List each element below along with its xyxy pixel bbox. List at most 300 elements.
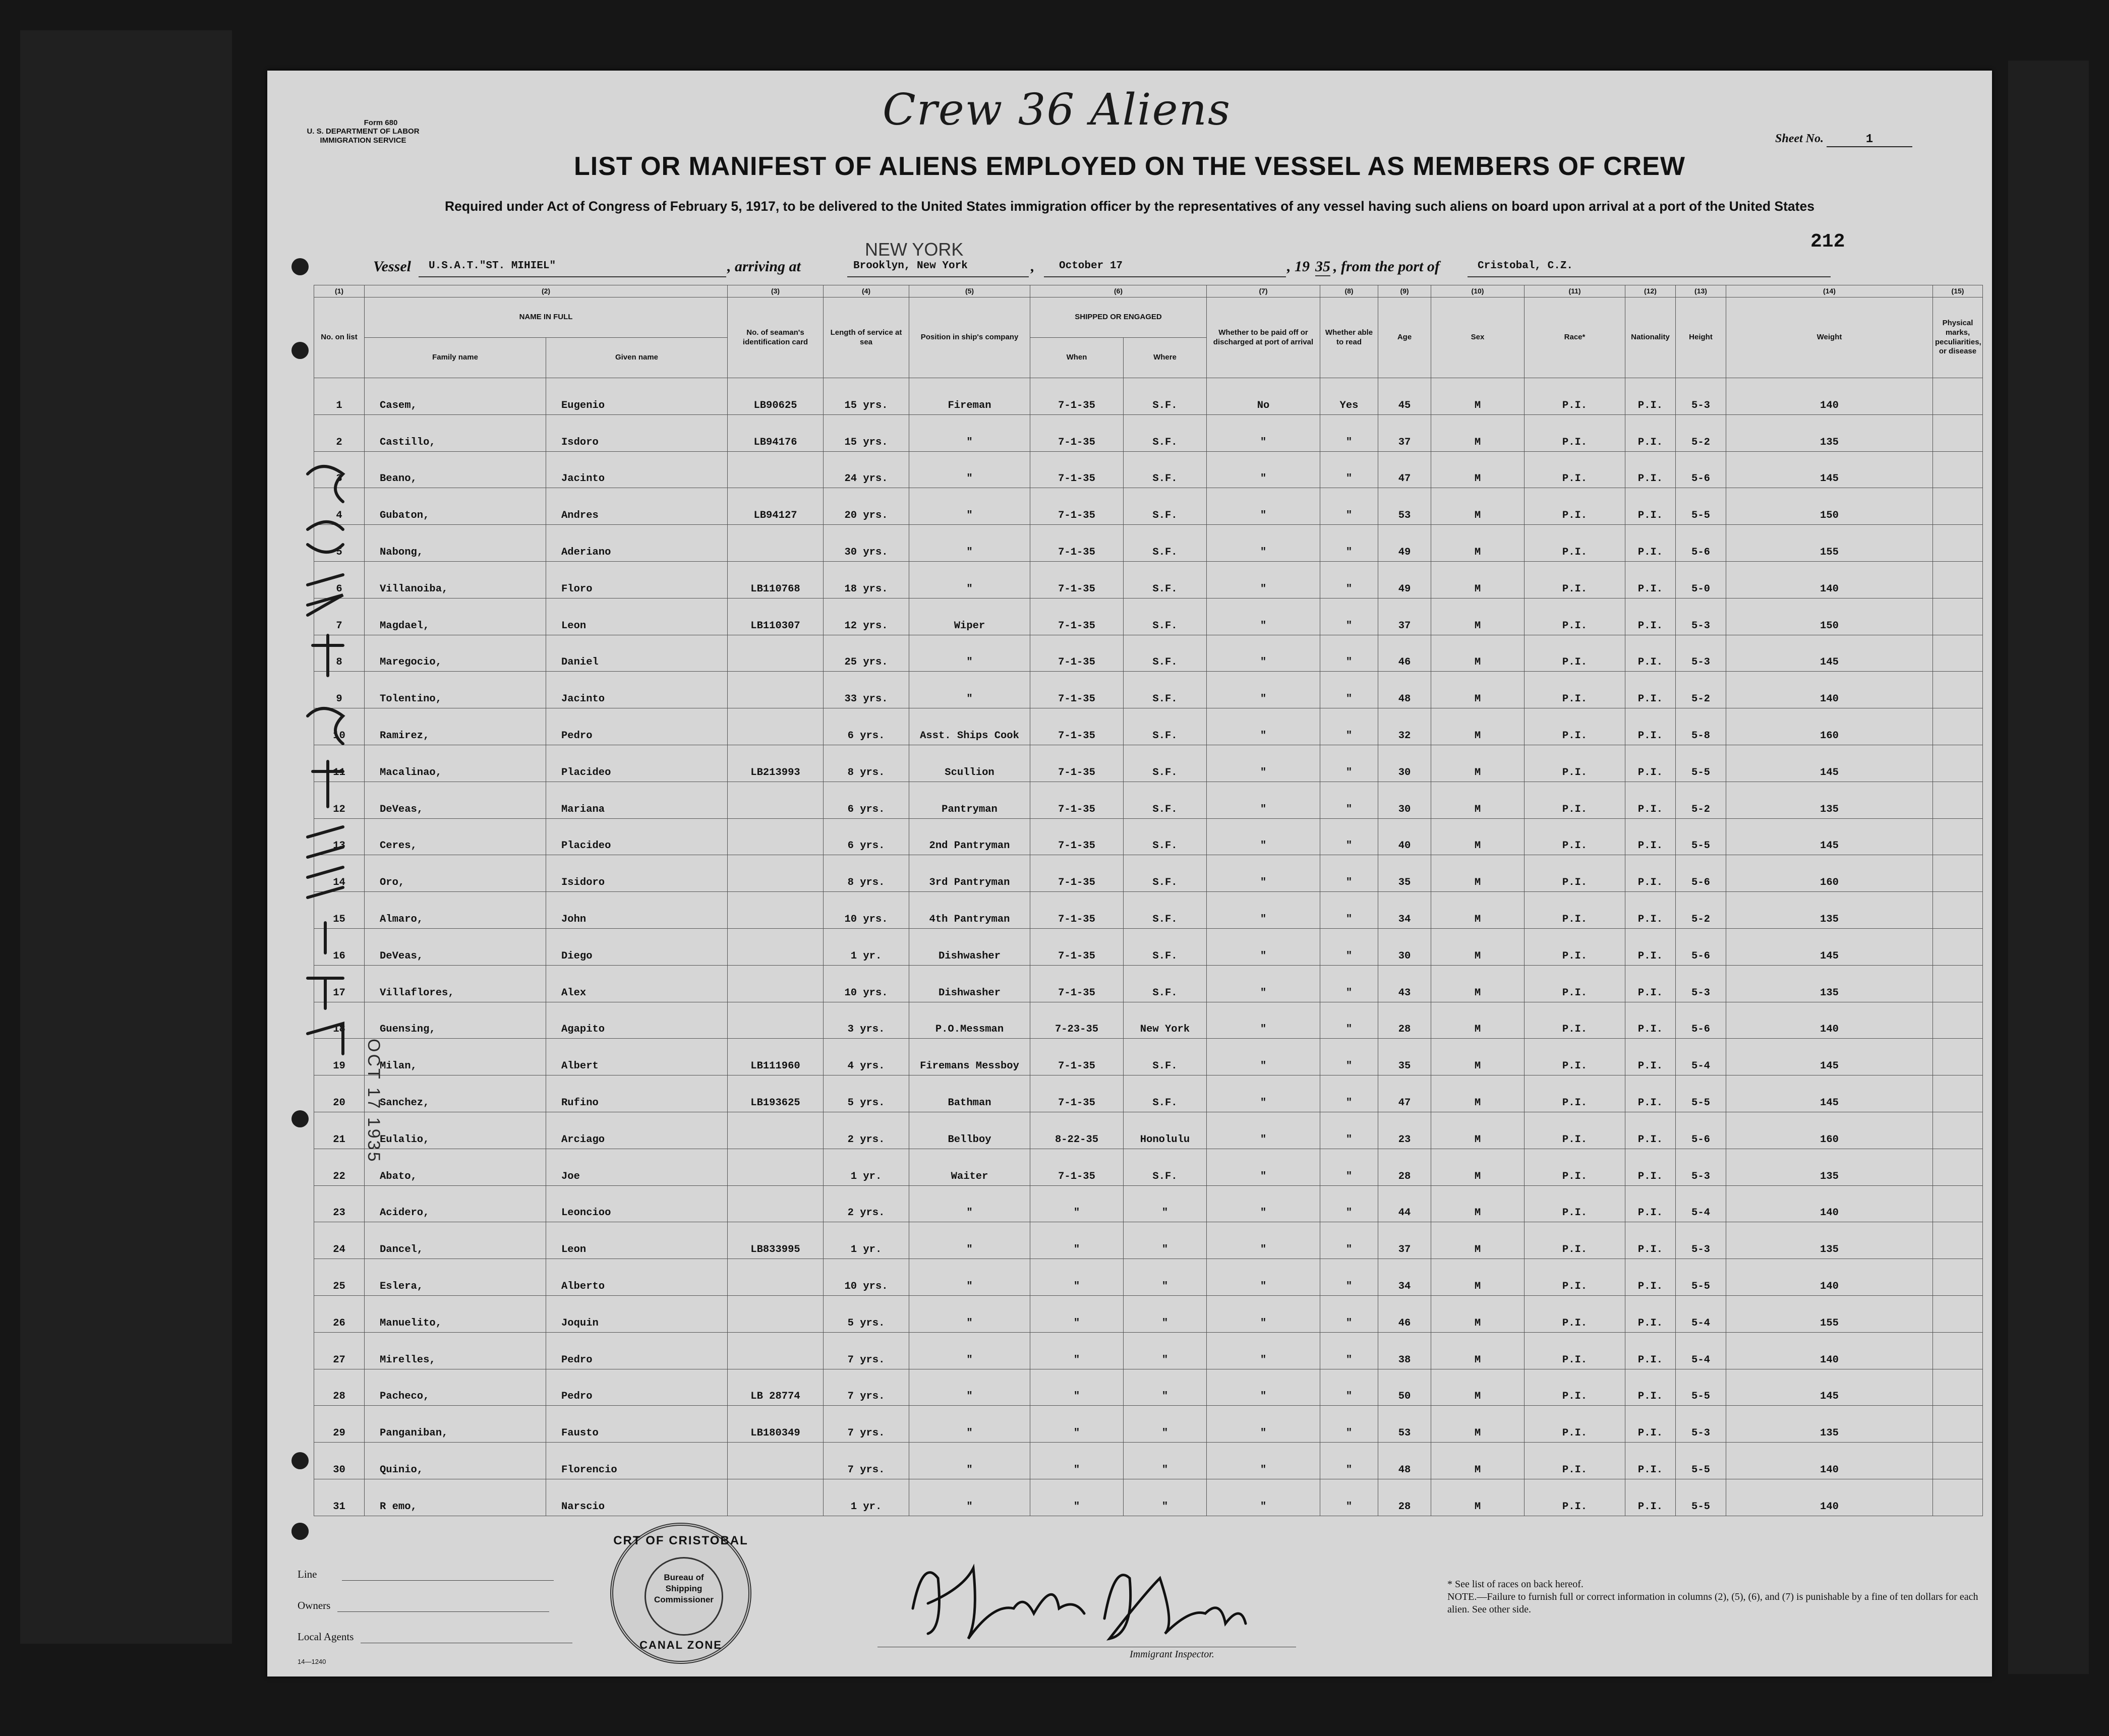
vessel-label: Vessel [373, 258, 411, 275]
physical-marks [1933, 1295, 1983, 1332]
seaman-card-number [728, 1112, 824, 1149]
family-name: Acidero, [365, 1185, 546, 1222]
sex: M [1431, 708, 1525, 745]
col-header-shipped: SHIPPED OR ENGAGED [1030, 297, 1207, 338]
row-number: 22 [314, 1149, 365, 1185]
ship-position: " [909, 561, 1030, 598]
age: 23 [1378, 1112, 1431, 1149]
arriving-stamp: NEW YORK [865, 239, 964, 260]
physical-marks [1933, 892, 1983, 929]
nationality: P.I. [1625, 1149, 1676, 1185]
able-to-read: " [1320, 1259, 1378, 1296]
paid-off: " [1207, 965, 1320, 1002]
nationality: P.I. [1625, 1332, 1676, 1369]
family-name: Nabong, [365, 525, 546, 562]
shipped-when: 7-1-35 [1030, 598, 1124, 635]
age: 48 [1378, 1443, 1431, 1479]
row-number: 12 [314, 782, 365, 818]
family-name: Sanchez, [365, 1075, 546, 1112]
race: P.I. [1525, 1075, 1625, 1112]
table-row [314, 451, 1983, 488]
length-of-service: 15 yrs. [824, 378, 909, 415]
family-name: DeVeas, [365, 928, 546, 965]
height: 5-6 [1676, 1112, 1726, 1149]
ship-position: Waiter [909, 1149, 1030, 1185]
ship-position: Bellboy [909, 1112, 1030, 1149]
height: 5-3 [1676, 635, 1726, 672]
family-name: Quinio, [365, 1443, 546, 1479]
sex: M [1431, 414, 1525, 451]
col-number: (11) [1525, 285, 1625, 297]
weight: 135 [1726, 1222, 1933, 1259]
age: 47 [1378, 451, 1431, 488]
seaman-card-number: LB 28774 [728, 1369, 824, 1406]
ship-position: Firemans Messboy [909, 1039, 1030, 1075]
col-number: (4) [824, 285, 909, 297]
weight: 160 [1726, 1112, 1933, 1149]
physical-marks [1933, 672, 1983, 708]
column-header-row [314, 297, 1983, 338]
shipped-where: S.F. [1124, 708, 1207, 745]
physical-marks [1933, 414, 1983, 451]
paid-off: " [1207, 1259, 1320, 1296]
given-name: Leon [546, 1222, 728, 1259]
seaman-card-number: LB193625 [728, 1075, 824, 1112]
able-to-read: " [1320, 1406, 1378, 1443]
ship-position: Pantryman [909, 782, 1030, 818]
ship-position: 2nd Pantryman [909, 818, 1030, 855]
seaman-card-number: LB111960 [728, 1039, 824, 1075]
table-row [314, 818, 1983, 855]
shipped-where: S.F. [1124, 745, 1207, 782]
length-of-service: 6 yrs. [824, 818, 909, 855]
given-name: Daniel [546, 635, 728, 672]
shipped-when: 7-23-35 [1030, 1002, 1124, 1039]
sex: M [1431, 1443, 1525, 1479]
row-number: 27 [314, 1332, 365, 1369]
seaman-card-number [728, 818, 824, 855]
ship-position: Dishwasher [909, 928, 1030, 965]
weight: 140 [1726, 1479, 1933, 1516]
sex: M [1431, 892, 1525, 929]
table-row [314, 561, 1983, 598]
age: 32 [1378, 708, 1431, 745]
able-to-read: " [1320, 1185, 1378, 1222]
inspector-signature [893, 1548, 1256, 1649]
family-name: Dancel, [365, 1222, 546, 1259]
able-to-read: " [1320, 1112, 1378, 1149]
paid-off: " [1207, 1039, 1320, 1075]
comma-separator: , [1031, 258, 1035, 275]
seaman-card-number [728, 1002, 824, 1039]
table-row [314, 672, 1983, 708]
row-number: 28 [314, 1369, 365, 1406]
col-number: (6) [1030, 285, 1207, 297]
shipped-where: S.F. [1124, 1075, 1207, 1112]
family-name: Mirelles, [365, 1332, 546, 1369]
seaman-card-number [728, 965, 824, 1002]
family-name: Castillo, [365, 414, 546, 451]
col-header-physical: Physical marks, peculiarities, or disease [1933, 297, 1983, 378]
row-number: 7 [314, 598, 365, 635]
physical-marks [1933, 1075, 1983, 1112]
paid-off: " [1207, 1443, 1320, 1479]
nationality: P.I. [1625, 782, 1676, 818]
sex: M [1431, 635, 1525, 672]
table-row [314, 488, 1983, 525]
sex: M [1431, 1002, 1525, 1039]
sex: M [1431, 928, 1525, 965]
weight: 145 [1726, 1075, 1933, 1112]
nationality: P.I. [1625, 561, 1676, 598]
nationality: P.I. [1625, 1479, 1676, 1516]
seaman-card-number [728, 928, 824, 965]
race: P.I. [1525, 1479, 1625, 1516]
length-of-service: 5 yrs. [824, 1295, 909, 1332]
age: 37 [1378, 1222, 1431, 1259]
able-to-read: " [1320, 708, 1378, 745]
family-name: Magdael, [365, 598, 546, 635]
seal-center-text: Bureau of Shipping Commissioner [654, 1573, 714, 1605]
sex: M [1431, 818, 1525, 855]
length-of-service: 24 yrs. [824, 451, 909, 488]
given-name: Jacinto [546, 672, 728, 708]
length-of-service: 5 yrs. [824, 1075, 909, 1112]
height: 5-8 [1676, 708, 1726, 745]
shipped-where: S.F. [1124, 892, 1207, 929]
col-number: (8) [1320, 285, 1378, 297]
ship-position: " [909, 451, 1030, 488]
race: P.I. [1525, 1112, 1625, 1149]
seaman-card-number: LB94176 [728, 414, 824, 451]
shipped-when: 7-1-35 [1030, 1039, 1124, 1075]
row-number: 9 [314, 672, 365, 708]
ship-position: Scullion [909, 745, 1030, 782]
race: P.I. [1525, 965, 1625, 1002]
footnote-penalty: NOTE.—Failure to furnish full or correct information in columns (2), (5), (6), and (7) is punishable by a fine of ten dollars for each alien. See other side. [1447, 1591, 1978, 1615]
shipped-where: S.F. [1124, 1039, 1207, 1075]
shipped-where: " [1124, 1222, 1207, 1259]
height: 5-5 [1676, 488, 1726, 525]
sex: M [1431, 525, 1525, 562]
seaman-card-number [728, 635, 824, 672]
row-number: 11 [314, 745, 365, 782]
family-name: Maregocio, [365, 635, 546, 672]
race: P.I. [1525, 451, 1625, 488]
shipped-where: S.F. [1124, 561, 1207, 598]
race: P.I. [1525, 1295, 1625, 1332]
ship-position: " [909, 1369, 1030, 1406]
ship-position: P.O.Messman [909, 1002, 1030, 1039]
able-to-read: " [1320, 561, 1378, 598]
able-to-read: " [1320, 745, 1378, 782]
paid-off: " [1207, 1185, 1320, 1222]
given-name: Fausto [546, 1406, 728, 1443]
col-header-nationality: Nationality [1625, 297, 1676, 378]
sex: M [1431, 1479, 1525, 1516]
able-to-read: " [1320, 855, 1378, 892]
height: 5-5 [1676, 1259, 1726, 1296]
col-header-seaman-id: No. of seaman's identification card [728, 297, 824, 378]
paid-off: " [1207, 855, 1320, 892]
paid-off: " [1207, 818, 1320, 855]
row-number: 10 [314, 708, 365, 745]
ship-position: 3rd Pantryman [909, 855, 1030, 892]
punch-hole [291, 1110, 309, 1127]
physical-marks [1933, 745, 1983, 782]
sheet-number-label: Sheet No. [1775, 132, 1824, 145]
age: 30 [1378, 745, 1431, 782]
length-of-service: 10 yrs. [824, 892, 909, 929]
length-of-service: 6 yrs. [824, 782, 909, 818]
length-of-service: 8 yrs. [824, 745, 909, 782]
ship-position: " [909, 1406, 1030, 1443]
row-number: 13 [314, 818, 365, 855]
ship-position: " [909, 1332, 1030, 1369]
seaman-card-number [728, 451, 824, 488]
weight: 145 [1726, 818, 1933, 855]
able-to-read: " [1320, 488, 1378, 525]
family-name: Abato, [365, 1149, 546, 1185]
ship-position: Wiper [909, 598, 1030, 635]
sex: M [1431, 965, 1525, 1002]
row-number: 15 [314, 892, 365, 929]
length-of-service: 1 yr. [824, 1222, 909, 1259]
race: P.I. [1525, 1369, 1625, 1406]
col-number: (1) [314, 285, 365, 297]
col-header-age: Age [1378, 297, 1431, 378]
nationality: P.I. [1625, 672, 1676, 708]
shipped-when: " [1030, 1295, 1124, 1332]
table-row [314, 1222, 1983, 1259]
row-number: 21 [314, 1112, 365, 1149]
shipped-where: S.F. [1124, 451, 1207, 488]
crew-manifest-table [314, 285, 1983, 1516]
given-name: Floro [546, 561, 728, 598]
height: 5-6 [1676, 525, 1726, 562]
height: 5-3 [1676, 1406, 1726, 1443]
height: 5-6 [1676, 451, 1726, 488]
shipped-where: Honolulu [1124, 1112, 1207, 1149]
row-number: 23 [314, 1185, 365, 1222]
weight: 140 [1726, 672, 1933, 708]
nationality: P.I. [1625, 598, 1676, 635]
arrival-date: October 17 [1044, 260, 1286, 277]
table-row [314, 892, 1983, 929]
sex: M [1431, 745, 1525, 782]
age: 28 [1378, 1002, 1431, 1039]
family-name: Ramirez, [365, 708, 546, 745]
age: 30 [1378, 928, 1431, 965]
weight: 145 [1726, 928, 1933, 965]
shipped-where: S.F. [1124, 782, 1207, 818]
nationality: P.I. [1625, 708, 1676, 745]
signature-stroke [893, 1548, 1256, 1649]
sex: M [1431, 1075, 1525, 1112]
paid-off: " [1207, 1332, 1320, 1369]
family-name: Villanoiba, [365, 561, 546, 598]
race: P.I. [1525, 892, 1625, 929]
paid-off: " [1207, 561, 1320, 598]
age: 46 [1378, 1295, 1431, 1332]
length-of-service: 3 yrs. [824, 1002, 909, 1039]
margin-handwriting [298, 454, 353, 1059]
age: 48 [1378, 672, 1431, 708]
table-row [314, 598, 1983, 635]
given-name: Andres [546, 488, 728, 525]
physical-marks [1933, 965, 1983, 1002]
able-to-read: " [1320, 1295, 1378, 1332]
weight: 145 [1726, 635, 1933, 672]
shipped-when: " [1030, 1479, 1124, 1516]
physical-marks [1933, 525, 1983, 562]
family-name: Manuelito, [365, 1295, 546, 1332]
physical-marks [1933, 855, 1983, 892]
family-name: Eslera, [365, 1259, 546, 1296]
seaman-card-number [728, 1332, 824, 1369]
col-number: (15) [1933, 285, 1983, 297]
shipped-where: " [1124, 1259, 1207, 1296]
race: P.I. [1525, 1406, 1625, 1443]
able-to-read: " [1320, 1222, 1378, 1259]
sex: M [1431, 488, 1525, 525]
age: 28 [1378, 1149, 1431, 1185]
able-to-read: " [1320, 1075, 1378, 1112]
table-row [314, 855, 1983, 892]
seaman-card-number [728, 1259, 824, 1296]
ship-position: 4th Pantryman [909, 892, 1030, 929]
table-row [314, 1039, 1983, 1075]
margin-handwriting-glyphs [298, 454, 353, 1059]
paid-off: " [1207, 451, 1320, 488]
nationality: P.I. [1625, 965, 1676, 1002]
race: P.I. [1525, 1039, 1625, 1075]
ship-position: " [909, 672, 1030, 708]
able-to-read: " [1320, 1149, 1378, 1185]
age: 34 [1378, 892, 1431, 929]
physical-marks [1933, 782, 1983, 818]
length-of-service: 8 yrs. [824, 855, 909, 892]
length-of-service: 18 yrs. [824, 561, 909, 598]
age: 37 [1378, 598, 1431, 635]
age: 53 [1378, 1406, 1431, 1443]
punch-hole [291, 342, 309, 359]
able-to-read: " [1320, 414, 1378, 451]
table-row [314, 635, 1983, 672]
physical-marks [1933, 451, 1983, 488]
table-row [314, 928, 1983, 965]
table-row [314, 1112, 1983, 1149]
age: 38 [1378, 1332, 1431, 1369]
physical-marks [1933, 635, 1983, 672]
age: 40 [1378, 818, 1431, 855]
given-name: John [546, 892, 728, 929]
sheet-number [1775, 132, 1912, 147]
physical-marks [1933, 598, 1983, 635]
weight: 140 [1726, 378, 1933, 415]
shipped-when: 7-1-35 [1030, 708, 1124, 745]
length-of-service: 12 yrs. [824, 598, 909, 635]
nationality: P.I. [1625, 855, 1676, 892]
table-row [314, 1443, 1983, 1479]
weight: 150 [1726, 598, 1933, 635]
line-label: Line [298, 1568, 317, 1580]
weight: 140 [1726, 1002, 1933, 1039]
family-name: Panganiban, [365, 1406, 546, 1443]
table-row [314, 1332, 1983, 1369]
race: P.I. [1525, 378, 1625, 415]
family-name: Tolentino, [365, 672, 546, 708]
row-number: 8 [314, 635, 365, 672]
race: P.I. [1525, 1443, 1625, 1479]
able-to-read: " [1320, 1332, 1378, 1369]
sex: M [1431, 1185, 1525, 1222]
weight: 135 [1726, 1149, 1933, 1185]
ship-position: " [909, 488, 1030, 525]
race: P.I. [1525, 488, 1625, 525]
row-number: 2 [314, 414, 365, 451]
col-header-family: Family name [365, 338, 546, 378]
shipped-where: " [1124, 1369, 1207, 1406]
column-number-row [314, 285, 1983, 297]
table-row [314, 745, 1983, 782]
table-row [314, 782, 1983, 818]
race: P.I. [1525, 561, 1625, 598]
given-name: Leoncioo [546, 1185, 728, 1222]
sex: M [1431, 1369, 1525, 1406]
length-of-service: 7 yrs. [824, 1406, 909, 1443]
given-name: Joquin [546, 1295, 728, 1332]
shipped-when: 7-1-35 [1030, 414, 1124, 451]
length-of-service: 7 yrs. [824, 1443, 909, 1479]
physical-marks [1933, 1369, 1983, 1406]
family-name: Pacheco, [365, 1369, 546, 1406]
height: 5-2 [1676, 672, 1726, 708]
row-number: 25 [314, 1259, 365, 1296]
length-of-service: 6 yrs. [824, 708, 909, 745]
height: 5-5 [1676, 1369, 1726, 1406]
shipped-where: " [1124, 1295, 1207, 1332]
row-number: 17 [314, 965, 365, 1002]
race: P.I. [1525, 598, 1625, 635]
length-of-service: 10 yrs. [824, 1259, 909, 1296]
physical-marks [1933, 928, 1983, 965]
row-number: 14 [314, 855, 365, 892]
family-name: Milan, [365, 1039, 546, 1075]
sex: M [1431, 672, 1525, 708]
paid-off: " [1207, 1369, 1320, 1406]
nationality: P.I. [1625, 1185, 1676, 1222]
seaman-card-number: LB180349 [728, 1406, 824, 1443]
able-to-read: " [1320, 598, 1378, 635]
given-name: Placideo [546, 818, 728, 855]
given-name: Diego [546, 928, 728, 965]
table-row [314, 1002, 1983, 1039]
ship-position: " [909, 414, 1030, 451]
shipped-when: 7-1-35 [1030, 928, 1124, 965]
given-name: Eugenio [546, 378, 728, 415]
seal-top-text: CRT OF CRISTOBAL [613, 1534, 748, 1547]
nationality: P.I. [1625, 1002, 1676, 1039]
shipped-when: 7-1-35 [1030, 782, 1124, 818]
row-number: 26 [314, 1295, 365, 1332]
height: 5-5 [1676, 1479, 1726, 1516]
height: 5-6 [1676, 1002, 1726, 1039]
manifest-rows [314, 378, 1983, 1516]
given-name: Pedro [546, 1332, 728, 1369]
race: P.I. [1525, 745, 1625, 782]
nationality: P.I. [1625, 525, 1676, 562]
